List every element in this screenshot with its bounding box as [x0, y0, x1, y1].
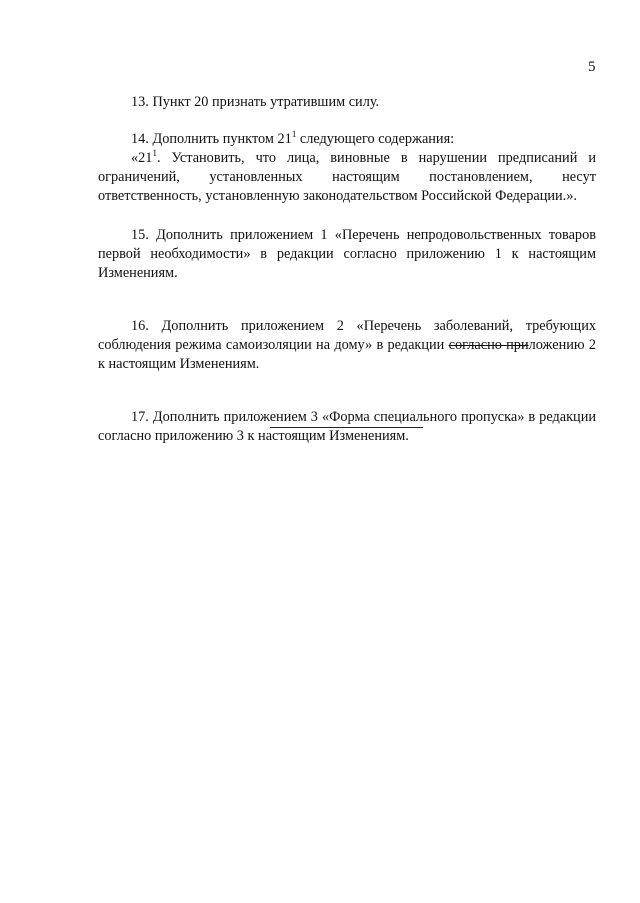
item-15: 15. Дополнить приложением 1 «Перечень непродовольственных товаров первой необходимости» в редакции согласно приложению 1 к настоящим Изменениям. — [98, 227, 596, 281]
item-14-intro — [98, 130, 596, 149]
item-16-text-end: ложению 2 к настоящим Изменениям. — [98, 337, 596, 372]
item-14-text-superscript: 1 — [152, 148, 157, 159]
item-17: 17. Дополнить приложением 3 «Форма специального пропуска» в редакции согласно приложению 3 к настоящим Изменениям. — [98, 409, 596, 444]
page-number: 5 — [588, 59, 596, 75]
separator-line — [270, 427, 423, 428]
item-14-text-start: «21 — [131, 150, 153, 166]
item-14-text-body: . Установить, что лица, виновные в нарушении предписаний и ограничений, установленных настоящим постановлением, несут ответственность, установленную законодательством Российской Федерации.». — [98, 150, 596, 204]
document-body — [98, 93, 596, 446]
item-14-intro-text: 14. Дополнить пунктом 21 — [131, 131, 292, 147]
item-14-intro-superscript: 1 — [291, 129, 297, 140]
item-16 — [98, 317, 596, 374]
item-16-text-start: 16. Дополнить приложением 2 «Перечень заболеваний, требующих соблюдения режима самоизоляции на дому» в редакции — [98, 318, 596, 353]
item-14-intro-tail: следующего содержания: — [296, 131, 455, 147]
item-16-strikethrough-text: согласно при — [448, 337, 529, 353]
item-14-text — [98, 149, 596, 206]
item-13: 13. Пункт 20 признать утратившим силу. — [131, 94, 380, 110]
